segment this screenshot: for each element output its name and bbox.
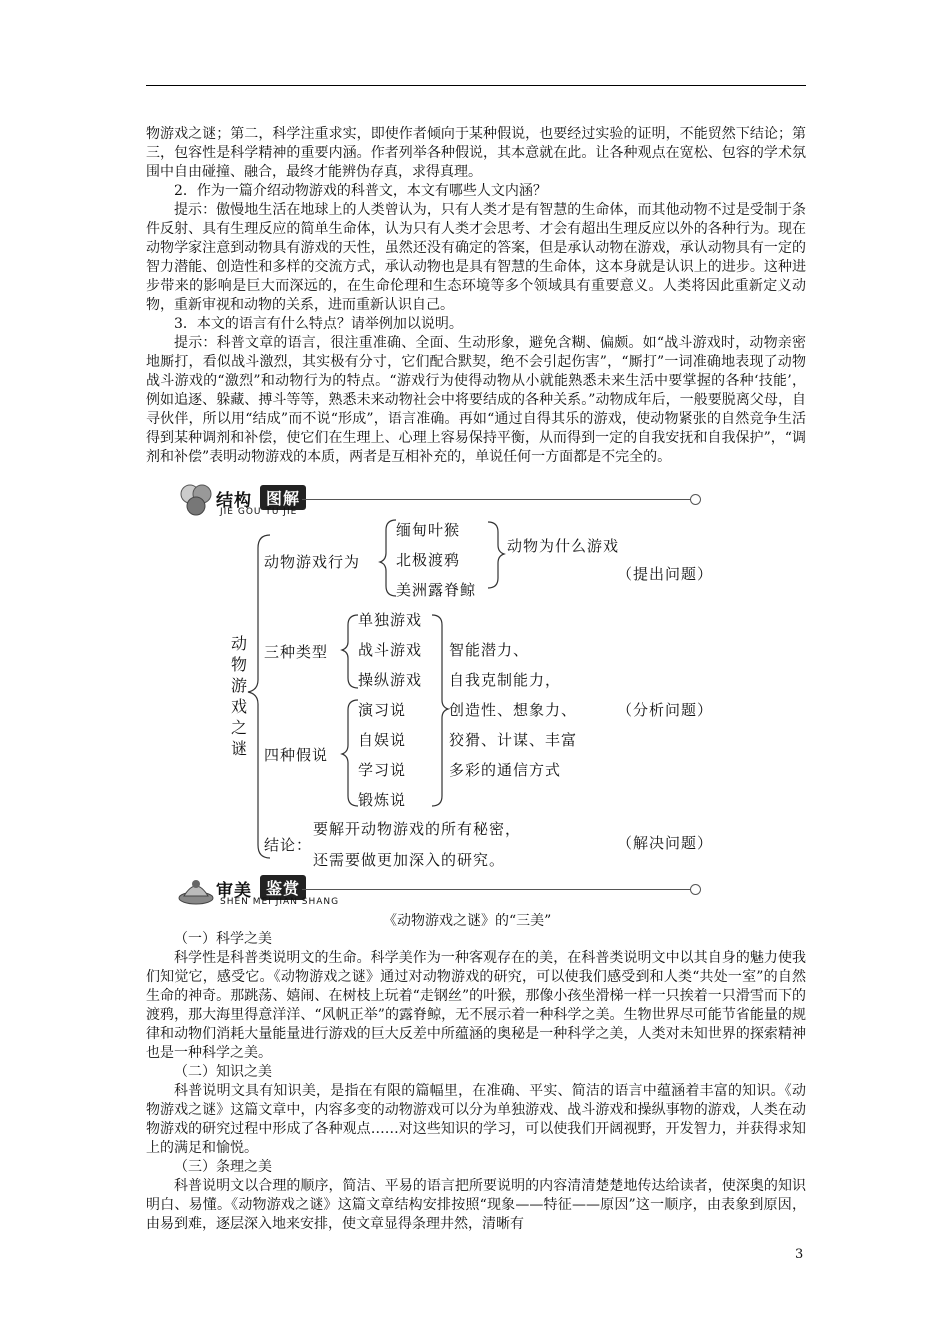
root-char: 物	[231, 655, 248, 674]
section-heading: （二）知识之美	[174, 1064, 272, 1080]
conclusion-line: 还需要做更加深入的研究。	[313, 851, 506, 869]
hypothesis-item: 演习说	[358, 701, 407, 719]
banner-line	[302, 889, 692, 890]
behavior-item: 美洲露脊鲸	[396, 581, 477, 599]
step-solve-question: （解决问题）	[617, 834, 714, 852]
structure-logo-icon	[176, 482, 216, 518]
paragraph: 物游戏之谜；第二，科学注重求实，即使作者倾向于某种假说，也要经过实验的证明，不能贸然下结论；第三，包容性是科学精神的重要内涵。作者列举各种假说，其本意就在此。让各种观点在宽松、包容的学术氛围中自由碰撞、融合，最终才能辨伪存真，求得真理。	[146, 126, 806, 180]
section-subtitle: 《动物游戏之谜》的“三美”	[383, 913, 552, 929]
paragraph: 科普说明文具有知识美，是指在有限的篇幅里，在准确、平实、简洁的语言中蕴涵着丰富的知识。《动物游戏之谜》这篇文章中，内容多变的动物游戏可以分为单独游戏、战斗游戏和操纵事物的游戏，人类在动物游戏的研究过程中形成了各种观点……对这些知识的学习，可以使我们开阔视野，开发智力，并获得求知上的满足和愉悦。	[146, 1083, 806, 1156]
step-raise-question: （提出问题）	[617, 565, 714, 583]
diagram-root-title	[231, 633, 247, 759]
banner-tag: 图解	[260, 485, 306, 510]
behavior-label: 动物游戏行为	[264, 553, 361, 571]
why-question: 动物为什么游戏	[507, 537, 620, 555]
hypothesis-item: 学习说	[358, 761, 407, 779]
banner-title: 审美	[216, 881, 252, 901]
root-char: 游	[231, 676, 248, 695]
answer-2: 提示：傲慢地生活在地球上的人类曾认为，只有人类才是有智慧的生命体，而其他动物不过是受制于条件反射、具有生理反应的简单生命体，认为只有人类才会思考、才会有超出生理反应以外的各种行为。现在动物学家注意到动物具有游戏的天性，虽然还没有确定的答案，但是承认动物在游戏，承认动物具有一定的智力潜能、创造性和多样的交流方式，承认动物也是具有智慧的生命体，这本身就是认识上的进步。这种进步带来的影响是巨大而深远的，在生命伦理和生态环境等多个领域具有重要意义。人类将因此重新定义动物，重新审视和动物的关系，进而重新认识自己。	[146, 202, 806, 313]
ability-line: 狡猾、计谋、丰富	[449, 731, 578, 749]
type-item: 操纵游戏	[358, 671, 423, 689]
ability-line: 自我克制能力，	[449, 671, 562, 689]
answer-3: 提示：科普文章的语言，很注重准确、全面、生动形象，避免含糊、偏颇。如“战斗游戏时，动物亲密地厮打，看似战斗激烈，其实极有分寸，它们配合默契，绝不会引起伤害”，“厮打”一词准确地表现了动物战斗游戏的“激烈”和动物行为的特点。“游戏行为使得动物从小就能熟悉未来生活中要掌握的各种‘技能’，例如追逐、躲藏、搏斗等等，熟悉未来动物社会中将要结成的各种关系。”动物成年后，一般要脱离父母，自寻伙伴，所以用“结成”而不说“形成”，语言准确。再如“通过自得其乐的游戏，使动物紧张的自然竞争生活得到某种调剂和补偿，使它们在生理上、心理上容易保持平衡，从而得到一定的自我安抚和自我保护”，“调剂和补偿”表明动物游戏的本质，两者是互相补充的，单说任何一方面都是不完全的。	[146, 335, 806, 465]
question-2: 2．作为一篇介绍动物游戏的科普文，本文有哪些人文内涵？	[174, 183, 547, 199]
root-char: 动	[231, 634, 248, 653]
answer-section	[146, 125, 806, 467]
hypothesis-item: 锻炼说	[358, 791, 407, 809]
step-analyze-question: （分析问题）	[617, 701, 714, 719]
aesthetics-logo-icon	[176, 872, 216, 908]
section-heading: （三）条理之美	[174, 1159, 272, 1175]
conclusion-line: 要解开动物游戏的所有秘密，	[313, 820, 522, 838]
page-number: 3	[795, 1247, 804, 1262]
paragraph: 科普说明文以合理的顺序，简洁、平易的语言把所要说明的内容清清楚楚地传达给读者，使深奥的知识明白、易懂。《动物游戏之谜》这篇文章结构安排按照“现象——特征——原因”这一顺序，由表象到原因，由易到难，逐层深入地来安排，使文章显得条理井然，清晰有	[146, 1178, 806, 1232]
aesthetics-banner	[176, 872, 536, 912]
question-3: 3．本文的语言有什么特点？请举例加以说明。	[174, 316, 463, 332]
behavior-item: 北极渡鸦	[396, 551, 461, 569]
ability-line: 多彩的通信方式	[449, 761, 562, 779]
type-item: 战斗游戏	[358, 641, 423, 659]
banner-title: 结构	[216, 491, 252, 511]
paragraph: 科学性是科普类说明文的生命。科学美作为一种客观存在的美，在科普类说明文中以其自身的魅力使我们知觉它，感受它。《动物游戏之谜》通过对动物游戏的研究，可以使我们感受到和人类“共处一室”的自然生命的神奇。那跳荡、嬉闹、在树枝上玩着“走钢丝”的叶猴，那像小孩坐滑梯一样一只挨着一只滑雪而下的渡鸦，那大海里得意洋洋、“风帆正举”的露脊鲸，无不展示着一种科学之美。生物世界尽可能节省能量的规律和动物们消耗大量能量进行游戏的巨大反差中所蕴涵的奥秘是一种科学之美，人类对未知世界的探索精神也是一种科学之美。	[146, 950, 806, 1061]
banner-pinyin: SHEN MEI JIAN SHANG	[220, 897, 340, 907]
banner-dot	[690, 884, 701, 895]
behavior-item: 缅甸叶猴	[396, 521, 461, 539]
banner-tag: 鉴赏	[260, 875, 306, 900]
root-char: 戏	[231, 697, 248, 716]
section-heading: （一）科学之美	[174, 931, 272, 947]
ability-line: 智能潜力、	[449, 641, 530, 659]
conclusion-label: 结论：	[264, 836, 313, 854]
header-rule	[146, 85, 806, 86]
root-char: 之	[231, 718, 248, 737]
types-label: 三种类型	[264, 643, 329, 661]
hypothesis-item: 自娱说	[358, 731, 407, 749]
banner-line	[302, 499, 692, 500]
aesthetics-section	[146, 930, 806, 1234]
structure-banner	[176, 482, 536, 522]
banner-dot	[690, 494, 701, 505]
hypotheses-label: 四种假说	[264, 746, 329, 764]
root-char: 谜	[231, 739, 248, 758]
ability-line: 创造性、想象力、	[449, 701, 578, 719]
type-item: 单独游戏	[358, 611, 423, 629]
banner-pinyin: JIE GOU TU JIE	[220, 507, 298, 517]
